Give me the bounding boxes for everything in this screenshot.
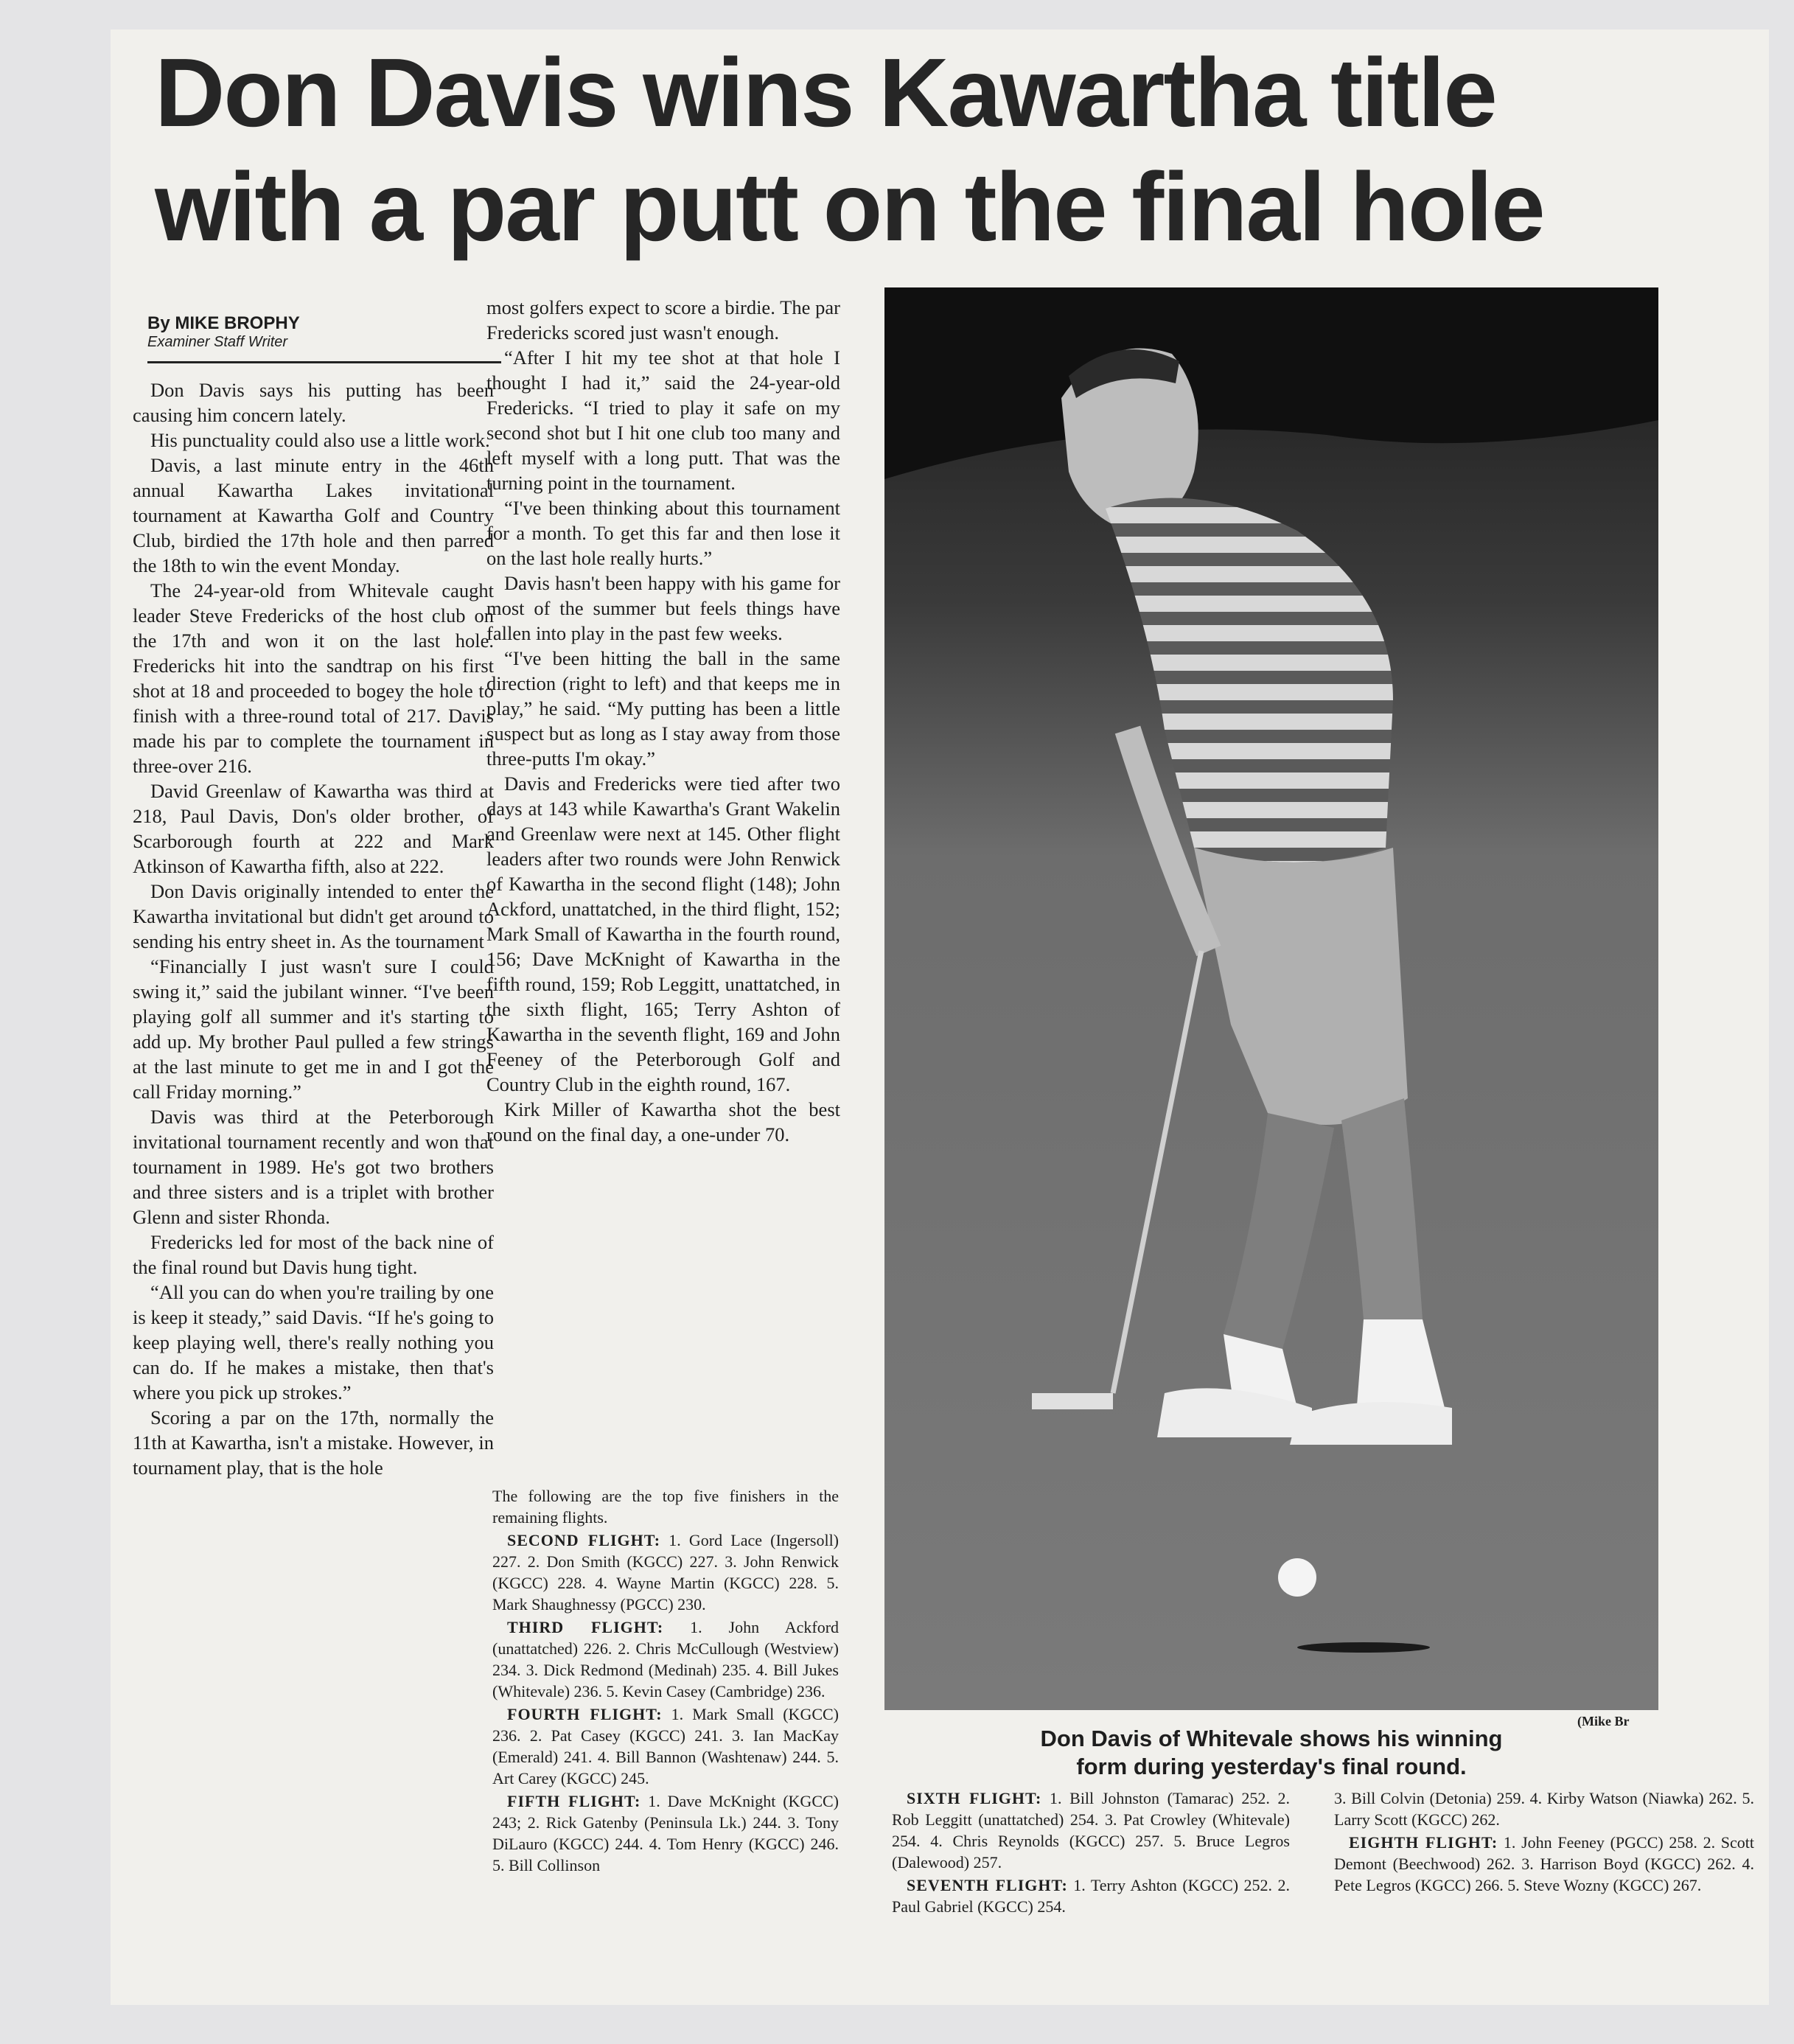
paragraph: Kirk Miller of Kawartha shot the best round on the final day, a one-under 70. [486, 1098, 840, 1145]
result-flight [492, 1616, 839, 1702]
result-flight [892, 1874, 1290, 1917]
paragraph: David Greenlaw of Kawartha was third at 218, Paul Davis, Don's older brother, of Scarborough fourth at 222 and Mark Atkinson of Kawartha fifth, also at 222. [133, 780, 494, 877]
photo-illustration [884, 287, 1658, 1710]
flight-name: THIRD FLIGHT: [507, 1618, 664, 1636]
paragraph: Fredericks led for most of the back nine of the final round but Davis hung tight. [133, 1231, 494, 1278]
article-column-2 [486, 295, 840, 1147]
result-flight [892, 1787, 1290, 1873]
paragraph: Davis hasn't been happy with his game for most of the summer but feels things have fallen into play in the past few weeks. [486, 572, 840, 644]
result-flight [492, 1790, 839, 1876]
flight-name: FIFTH FLIGHT: [507, 1792, 641, 1810]
result-flight [1334, 1832, 1754, 1896]
caption-line-2: form during yesterday's final round. [1076, 1754, 1467, 1779]
byline [147, 313, 494, 351]
paragraph: Davis was third at the Peterborough invitational tournament recently and won that tournament in 1989. He's got two brothers and three sisters and is a triplet with brother Glenn and sister Rhonda. [133, 1106, 494, 1228]
result-continued: 3. Bill Colvin (Detonia) 259. 4. Kirby Watson (Niawka) 262. 5. Larry Scott (KGCC) 262. [1334, 1789, 1754, 1829]
flight-results: 1. Gord Lace (Ingersoll) 227. 2. Don Smith (KGCC) 227. 3. John Renwick (KGCC) 228. 4. Wayne Martin (KGCC) 228. 5. Mark Shaughnessy (PGCC) 230. [492, 1531, 840, 1614]
article-column-1 [133, 377, 494, 1480]
flight-name: SEVENTH FLIGHT: [907, 1876, 1068, 1894]
paragraph: The 24-year-old from Whitevale caught leader Steve Fredericks of the host club on the 17th and won it on the last hole. Fredericks hit into the sandtrap on his first shot at 18 and proceeded to bogey the hole to finish with a three-round total of 217. Davis made his par to complete the tournament in three-over 216. [133, 579, 494, 777]
paragraph: most golfers expect to score a birdie. The par Fredericks scored just wasn't enough. [486, 296, 840, 343]
newspaper-clipping [111, 29, 1769, 2005]
flight-results: 1. Mark Small (KGCC) 236. 2. Pat Casey (KGCC) 241. 3. Ian MacKay (Emerald) 241. 4. Bill Bannon (Washtenaw) 244. 5. Art Carey (KGCC) 245. [492, 1705, 840, 1787]
flight-name: SECOND FLIGHT: [507, 1531, 661, 1549]
photo-credit: (Mike Br [1577, 1714, 1630, 1729]
byline-rule [147, 361, 501, 363]
paragraph: Scoring a par on the 17th, normally the 11th at Kawartha, isn't a mistake. However, in tournament play, that is the hole [133, 1406, 494, 1479]
flight-results: 1. Dave McKnight (KGCC) 243; 2. Rick Gatenby (Peninsula Lk.) 244. 3. Tony DiLauro (KGCC) 244. 4. Tom Henry (KGCC) 246. 5. Bill Collinson [492, 1792, 839, 1874]
paragraph: “I've been thinking about this tournament for a month. To get this far and then lose it on the last hole really hurts.” [486, 497, 840, 569]
results-column-2 [892, 1787, 1290, 1919]
results-column-3 [1334, 1787, 1754, 1897]
result-flight [492, 1529, 839, 1615]
paragraph: Don Davis says his putting has been causing him concern lately. [133, 379, 494, 426]
paragraph: “All you can do when you're trailing by one is keep it steady,” said Davis. “If he's going to keep playing well, there's really nothing you can do. If he makes a mistake, then that's where you pick up strokes.” [133, 1281, 494, 1403]
byline-name: By MIKE BROPHY [147, 313, 300, 333]
golfer-photo [884, 287, 1658, 1710]
flight-results: 1. John Feeney (PGCC) 258. 2. Scott Demont (Beechwood) 262. 3. Harrison Boyd (KGCC) 262. 4. Pete Legros (KGCC) 266. 5. Steve Wozny (KGCC) 267. [1334, 1833, 1754, 1894]
paragraph: Davis, a last minute entry in the 46th annual Kawartha Lakes invitational tournament at Kawartha Golf and Country Club, birdied the 17th hole and then parred the 18th to win the event Monday. [133, 454, 494, 576]
flight-name: SIXTH FLIGHT: [907, 1789, 1042, 1807]
caption-line-1: Don Davis of Whitevale shows his winning [1040, 1726, 1503, 1751]
flight-results: 1. Terry Ashton (KGCC) 252. 2. Paul Gabriel (KGCC) 254. [892, 1876, 1290, 1916]
paragraph: Don Davis originally intended to enter the Kawartha invitational but didn't get around to sending his entry sheet in. As the tournament [133, 880, 494, 952]
paragraph: Davis and Fredericks were tied after two days at 143 while Kawartha's Grant Wakelin and Greenlaw were next at 145. Other flight leaders after two rounds were John Renwick of Kawartha in the second flight (148); John Ackford, unattatched, in the third flight, 152; Mark Small of Kawartha in the fourth round, 156; Dave McKnight of Kawartha in the fifth round, 159; Rob Leggitt, unattatched, in the sixth flight, 165; Terry Ashton of Kawartha in the seventh flight, 169 and John Feeney of the Peterborough Golf and Country Club in the eighth round, 167. [486, 772, 840, 1095]
flight-results: 1. Bill Johnston (Tamarac) 252. 2. Rob Leggitt (unattatched) 254. 3. Pat Crowley (Whitevale) 254. 4. Chris Reynolds (KGCC) 257. 5. Bruce Legros (Dalewood) 257. [892, 1789, 1290, 1872]
flight-name: FOURTH FLIGHT: [507, 1705, 663, 1723]
headline-line-1: Don Davis wins Kawartha title [155, 38, 1496, 147]
paragraph: His punctuality could also use a little work. [150, 429, 490, 451]
results-intro: The following are the top five finishers in the remaining flights. [492, 1487, 839, 1527]
flight-results: 1. John Ackford (unattatched) 226. 2. Chris McCullough (Westview) 234. 3. Dick Redmond (Medinah) 235. 4. Bill Jukes (Whitevale) 236. 5. Kevin Casey (Cambridge) 236. [492, 1618, 840, 1701]
paragraph: “I've been hitting the ball in the same direction (right to left) and that keeps me in play,” he said. “My putting has been a little suspect but as long as I stay away from those three-putts I'm okay.” [486, 647, 840, 770]
result-flight [492, 1703, 839, 1789]
flight-name: EIGHTH FLIGHT: [1349, 1833, 1498, 1852]
paragraph: “Financially I just wasn't sure I could swing it,” said the jubilant winner. “I've been playing golf all summer and it's starting to add up. My brother Paul pulled a few strings at the last minute to get me in and I got the call Friday morning.” [133, 955, 494, 1103]
byline-role: Examiner Staff Writer [147, 334, 288, 350]
results-column-1 [492, 1485, 839, 1877]
photo-caption [958, 1725, 1585, 1781]
paragraph: “After I hit my tee shot at that hole I thought I had it,” said the 24-year-old Fredericks. “I tried to play it safe on my second shot but I hit one club too many and left myself with a long putt. That was the turning point in the tournament. [486, 346, 840, 494]
headline-line-2: with a par putt on the final hole [155, 153, 1544, 261]
